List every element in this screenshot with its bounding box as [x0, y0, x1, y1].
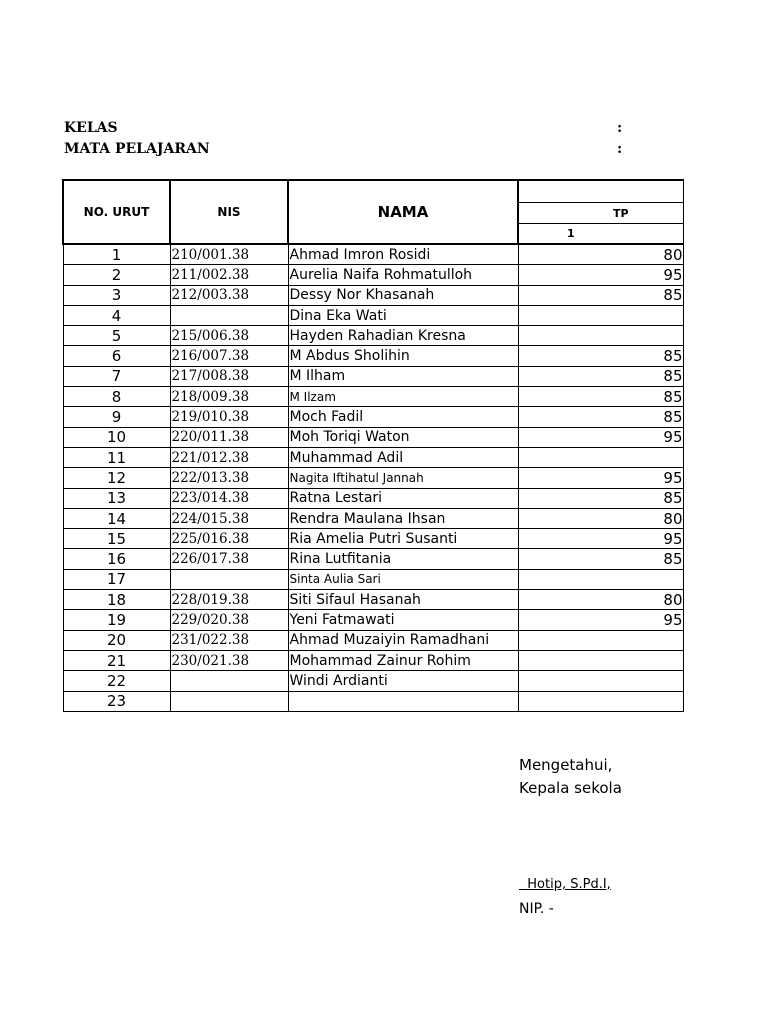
cell-nis: 222/013.38 [170, 468, 288, 488]
cell-nama: Nagita Iftihatul Jannah [288, 468, 518, 488]
cell-nama: Dina Eka Wati [288, 305, 518, 325]
cell-nis: 211/002.38 [170, 265, 288, 285]
cell-nis: 219/010.38 [170, 407, 288, 427]
cell-nama: Moch Fadil [288, 407, 518, 427]
cell-no-urut: 23 [63, 691, 170, 711]
cell-no-urut: 14 [63, 508, 170, 528]
cell-no-urut: 20 [63, 630, 170, 650]
cell-nis: 229/020.38 [170, 610, 288, 630]
cell-nilai: 95 [518, 265, 683, 285]
cell-nama [288, 691, 518, 711]
cell-nama: Ahmad Imron Rosidi [288, 244, 518, 265]
kepala-sekolah-text: Kepala sekola [519, 779, 622, 797]
mengetahui-text: Mengetahui, [519, 756, 613, 774]
mata-pelajaran-colon: : [617, 141, 623, 157]
cell-nilai: 80 [518, 590, 683, 610]
nip-text: NIP. - [519, 901, 554, 917]
cell-nilai: 80 [518, 244, 683, 265]
cell-nama: M Ilham [288, 366, 518, 386]
cell-no-urut: 8 [63, 387, 170, 407]
cell-no-urut: 10 [63, 427, 170, 447]
cell-nama: Hayden Rahadian Kresna [288, 326, 518, 346]
header-nama: NAMA [288, 180, 518, 244]
cell-nis [170, 569, 288, 589]
cell-nama: Windi Ardianti [288, 671, 518, 691]
cell-nilai: 95 [518, 529, 683, 549]
cell-no-urut: 17 [63, 569, 170, 589]
cell-no-urut: 18 [63, 590, 170, 610]
cell-nama: M Ilzam [288, 387, 518, 407]
cell-nis: 212/003.38 [170, 285, 288, 305]
cell-nis: 225/016.38 [170, 529, 288, 549]
cell-nis: 210/001.38 [170, 244, 288, 265]
cell-no-urut: 11 [63, 447, 170, 467]
cell-no-urut: 19 [63, 610, 170, 630]
cell-no-urut: 7 [63, 366, 170, 386]
header-no-urut: NO. URUT [63, 180, 170, 244]
cell-no-urut: 13 [63, 488, 170, 508]
cell-nis [170, 671, 288, 691]
cell-no-urut: 6 [63, 346, 170, 366]
cell-no-urut: 1 [63, 244, 170, 265]
cell-nama: Moh Toriqi Waton [288, 427, 518, 447]
header-nis: NIS [170, 180, 288, 244]
cell-nama: Yeni Fatmawati [288, 610, 518, 630]
signature-block [519, 0, 624, 1000]
cell-nilai: 85 [518, 366, 683, 386]
cell-nis: 220/011.38 [170, 427, 288, 447]
cell-nama: Ratna Lestari [288, 488, 518, 508]
cell-nama: Ahmad Muzaiyin Ramadhani [288, 630, 518, 650]
cell-nilai: 95 [518, 427, 683, 447]
cell-nis: 223/014.38 [170, 488, 288, 508]
cell-no-urut: 5 [63, 326, 170, 346]
cell-nis: 231/022.38 [170, 630, 288, 650]
cell-nama: Ria Amelia Putri Susanti [288, 529, 518, 549]
cell-nilai: 85 [518, 488, 683, 508]
cell-nis: 230/021.38 [170, 650, 288, 670]
cell-nis: 218/009.38 [170, 387, 288, 407]
cell-nama: Siti Sifaul Hasanah [288, 590, 518, 610]
cell-nis: 217/008.38 [170, 366, 288, 386]
cell-nis [170, 691, 288, 711]
headmaster-name: Hotip, S.Pd.I, [519, 877, 611, 892]
cell-nama: Mohammad Zainur Rohim [288, 650, 518, 670]
kelas-label: KELAS [64, 120, 118, 136]
kelas-colon: : [617, 120, 623, 136]
cell-nilai: 80 [518, 508, 683, 528]
cell-nis: 224/015.38 [170, 508, 288, 528]
header-tp: TP [518, 202, 683, 224]
cell-nilai: 95 [518, 468, 683, 488]
cell-nis: 226/017.38 [170, 549, 288, 569]
cell-no-urut: 12 [63, 468, 170, 488]
cell-nama: Aurelia Naifa Rohmatulloh [288, 265, 518, 285]
cell-nilai: 95 [518, 610, 683, 630]
cell-no-urut: 9 [63, 407, 170, 427]
cell-nis: 216/007.38 [170, 346, 288, 366]
cell-nilai: 85 [518, 285, 683, 305]
cell-nis: 215/006.38 [170, 326, 288, 346]
cell-no-urut: 4 [63, 305, 170, 325]
cell-nama: M Abdus Sholihin [288, 346, 518, 366]
cell-nama: Sinta Aulia Sari [288, 569, 518, 589]
cell-nis: 228/019.38 [170, 590, 288, 610]
cell-nama: Rina Lutfitania [288, 549, 518, 569]
cell-nis [170, 305, 288, 325]
header-sub-1: 1 [518, 224, 683, 244]
mata-pelajaran-label: MATA PELAJARAN [64, 141, 210, 157]
cell-no-urut: 16 [63, 549, 170, 569]
cell-no-urut: 22 [63, 671, 170, 691]
cell-no-urut: 21 [63, 650, 170, 670]
cell-no-urut: 15 [63, 529, 170, 549]
cell-no-urut: 3 [63, 285, 170, 305]
cell-nama: Muhammad Adil [288, 447, 518, 467]
cell-nilai: 85 [518, 407, 683, 427]
cell-nis: 221/012.38 [170, 447, 288, 467]
cell-nilai: 85 [518, 346, 683, 366]
cell-nilai: 85 [518, 549, 683, 569]
cell-nama: Rendra Maulana Ihsan [288, 508, 518, 528]
cell-no-urut: 2 [63, 265, 170, 285]
cell-nilai: 85 [518, 387, 683, 407]
cell-nama: Dessy Nor Khasanah [288, 285, 518, 305]
